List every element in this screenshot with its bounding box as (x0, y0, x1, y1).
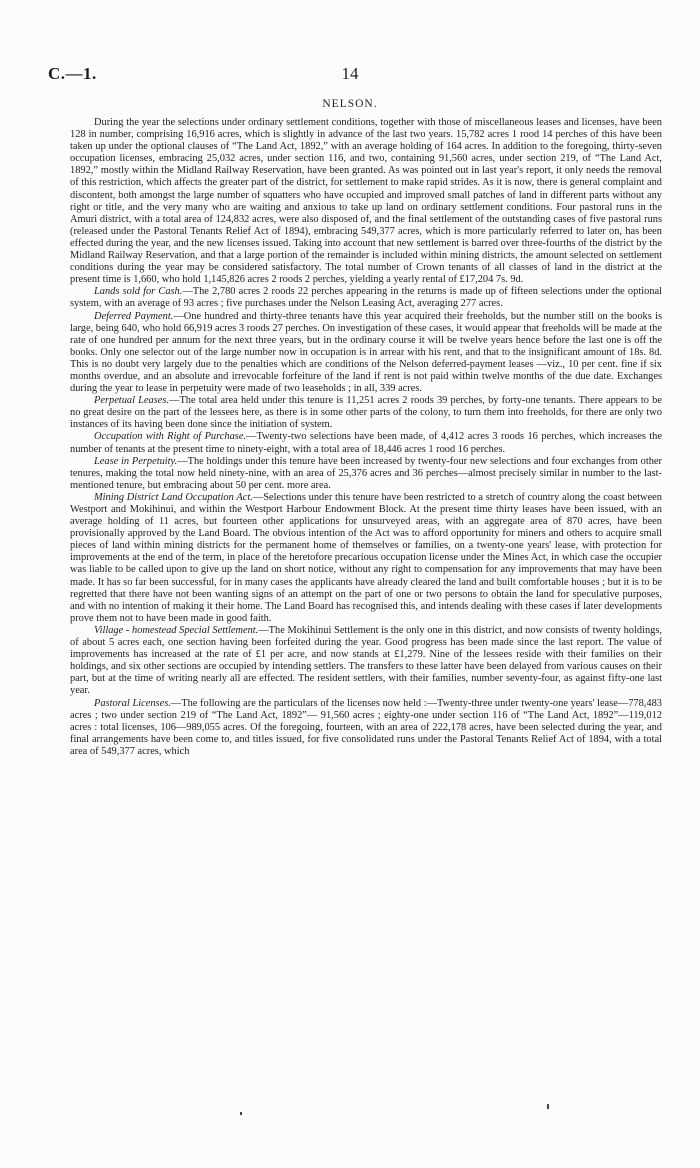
paragraph-village-homestead (70, 625, 662, 698)
paragraph-occupation-right-of-purchase (70, 431, 662, 455)
scan-marks (0, 1100, 700, 1130)
paragraph-text: During the year the selections under ordinary settlement conditions, together with those of miscellaneous leases and licenses, have been 128 in number, comprising 16,916 acres, which is slightly in advance of the last two years. 15,782 acres 1 rood 14 perches of this have been taken up under the optional clauses of “The Land Act, 1892,” with an average holding of 164 acres. In addition to the foregoing, thirty-seven occupation licenses, embracing 25,032 acres, under section 116, and two, containing 91,560 acres, under section 219, of “The Land Act, 1892,” mostly within the Midland Railway Reservation, have been granted. As was pointed out in last year's report, it only needs the removal of this restriction, which affects the greater part of the district, for settlement to make rapid strides. As it is now, there is general complaint and discontent, both amongst the large number of squatters who have occupied and improved small patches of land in different parts without any right or title, and the very many who are waiting and anxious to take up land on ordinary settlement conditions. Four pastoral runs in the Amuri district, with a total area of 124,832 acres, were also disposed of, and the final settlement of the outstanding cases of five pastoral runs (released under the Pastoral Tenants Relief Act of 1894), embracing 549,377 acres, which is more particularly referred to later on, has been effected during the year, and the new licenses issued. Taking into account that new settlement is barred over three-fourths of the district by the Midland Railway Reservation, and that a large portion of the remainder is included within mining districts, the amount selected on settlement conditions during the year may be considered satisfactory. The total number of Crown tenants of all classes of land in the district at the present time is 1,660, who hold 1,145,826 acres 2 roods 2 perches, yielding a yearly rental of £17,204 7s. 9d. (70, 117, 662, 286)
paragraph-text: —The Mokihinui Settlement is the only one in this district, and now consists of twenty holdings, of about 5 acres each, one section having been forfeited during the year. Good progress has been made since the last report. The value of improvements has increased at the rate of £1 per acre, and now stands at £1,279. Nine of the lessees reside with their families on their holdings, and six other sections are occupied by intending settlers. The transfers to these latter have been delayed from various causes on their part, but at the time of writing nearly all are effected. The resident settlers, with their families, number seventy-four, as against fifty-one last year. (70, 624, 662, 697)
paragraph-text: —Selections under this tenure have been restricted to a stretch of country along the coast between Westport and Mokihinui, and within the Westport Harbour Endowment Block. At the present time thirty leases have been issued, with an average holding of 11 acres, but fourteen other applications for unsurveyed areas, with an aggregate area of 870 acres, have been provisionally approved by the Land Board. The obvious intention of the Act was to afford opportunity for miners and others to acquire small pieces of land within mining districts for the permanent home of themselves or families, on a twenty-one years' lease, with protection for improvements at the end of the term, in place of the heretofore precarious occupation license under the Mines Act, in which case the occupier was liable to be called upon to give up the land on short notice, without any right to compensation for any improvements that may have been made. It has so far been successful, for in many cases the applicants have already cleared the land and built comfortable houses ; but it is to be regretted that there have not been wanting signs of an attempt on the part of one or two persons to obtain the land for speculative purposes, and with no intention of making it their home. The Land Board has recognised this, and intends dealing with these cases if later developments prove them not to have been made in good faith. (70, 491, 662, 624)
paragraph-text: —The holdings under this tenure have been increased by twenty-four new selections and four exchanges from other tenures, making the total now held ninety-nine, with an area of 25,376 acres and 36 perches—almost precisely similar in number to the last-mentioned tenure, but embracing about 50 per cent. more area. (70, 455, 662, 491)
document-reference: C.—1. (48, 64, 97, 83)
paragraph-lands-sold-for-cash (70, 286, 662, 310)
paragraph-intro (70, 117, 662, 286)
paragraph-heading: Deferred Payment. (94, 310, 174, 322)
scan-speck (547, 1104, 549, 1109)
scan-speck (240, 1112, 242, 1115)
paragraph-text: —Twenty-two selections have been made, of 4,412 acres 3 roods 16 perches, which increases the number of tenants at the present time to ninety-eight, with a total area of 18,446 acres 1 rood 16 perches. (70, 431, 662, 455)
section-title: NELSON. (322, 98, 378, 110)
paragraph-heading: Mining District Land Occupation Act. (94, 491, 253, 503)
paragraph-heading: Lease in Perpetuity. (94, 455, 178, 467)
paragraph-heading: Pastoral Licenses. (94, 697, 171, 709)
paragraph-heading: Village - homestead Special Settlement. (94, 624, 259, 636)
paragraph-text: —The 2,780 acres 2 roods 22 perches appearing in the returns is made up of fifteen selections under the optional system, with an average of 93 acres ; five purchases under the Nelson Leasing Act, averaging 277 acres. (70, 286, 662, 310)
paragraph-perpetual-leases (70, 395, 662, 431)
paragraph-text: —One hundred and thirty-three tenants have this year acquired their freeholds, but the number still on the books is large, being 640, who hold 66,919 acres 3 roods 27 perches. On investigation of these cases, it would appear that freeholds will be made at the rate of one hundred per annum for the next three years, but in the ordinary course it will be twelve years hence before the last one is off the books. Only one selector out of the large number now in occupation is in arrear with his rent, and that to the insignificant amount of 18s. 8d. This is no doubt very largely due to the penalties which are conditions of the Nelson deferred-payment leases —viz., 10 per cent. fine if six months overdue, and an absolute and irrevocable forfeiture of the land if rent is not paid within twelve months of the due date. Exchanges during the year to lease in perpetuity were made of two leaseholds ; in all, 339 acres. (70, 310, 662, 395)
page-number: 14 (341, 64, 359, 83)
paragraph-mining-district (70, 492, 662, 625)
paragraph-heading: Lands sold for Cash. (94, 286, 183, 298)
paragraph-heading: Perpetual Leases. (94, 395, 170, 407)
body-text (70, 117, 662, 758)
paragraph-heading: Occupation with Right of Purchase. (94, 431, 247, 443)
paragraph-lease-in-perpetuity (70, 456, 662, 492)
paragraph-text: —The total area held under this tenure is 11,251 acres 2 roods 39 perches, by forty-one tenants. There appears to be no great desire on the part of the lessees here, as there is in some other parts of the colony, to turn them into freeholds, for there are only two instances of its having been done since the initiation of system. (70, 395, 662, 431)
paragraph-pastoral-licenses (70, 698, 662, 758)
paragraph-text: —The following are the particulars of the licenses now held :—Twenty-three under twenty-one years' lease—778,483 acres ; two under section 219 of “The Land Act, 1892”— 91,560 acres ; eighty-one under section 116 of “The Land Act, 1892”—119,012 acres : total licenses, 106—989,055 acres. Of the foregoing, fourteen, with an area of 222,178 acres, have been selected during the year, and final arrangements have been come to, and titles issued, for five consolidated runs under the Pastoral Tenants Relief Act of 1894, with a total area of 549,377 acres, which (70, 697, 662, 757)
paragraph-deferred-payment (70, 311, 662, 396)
